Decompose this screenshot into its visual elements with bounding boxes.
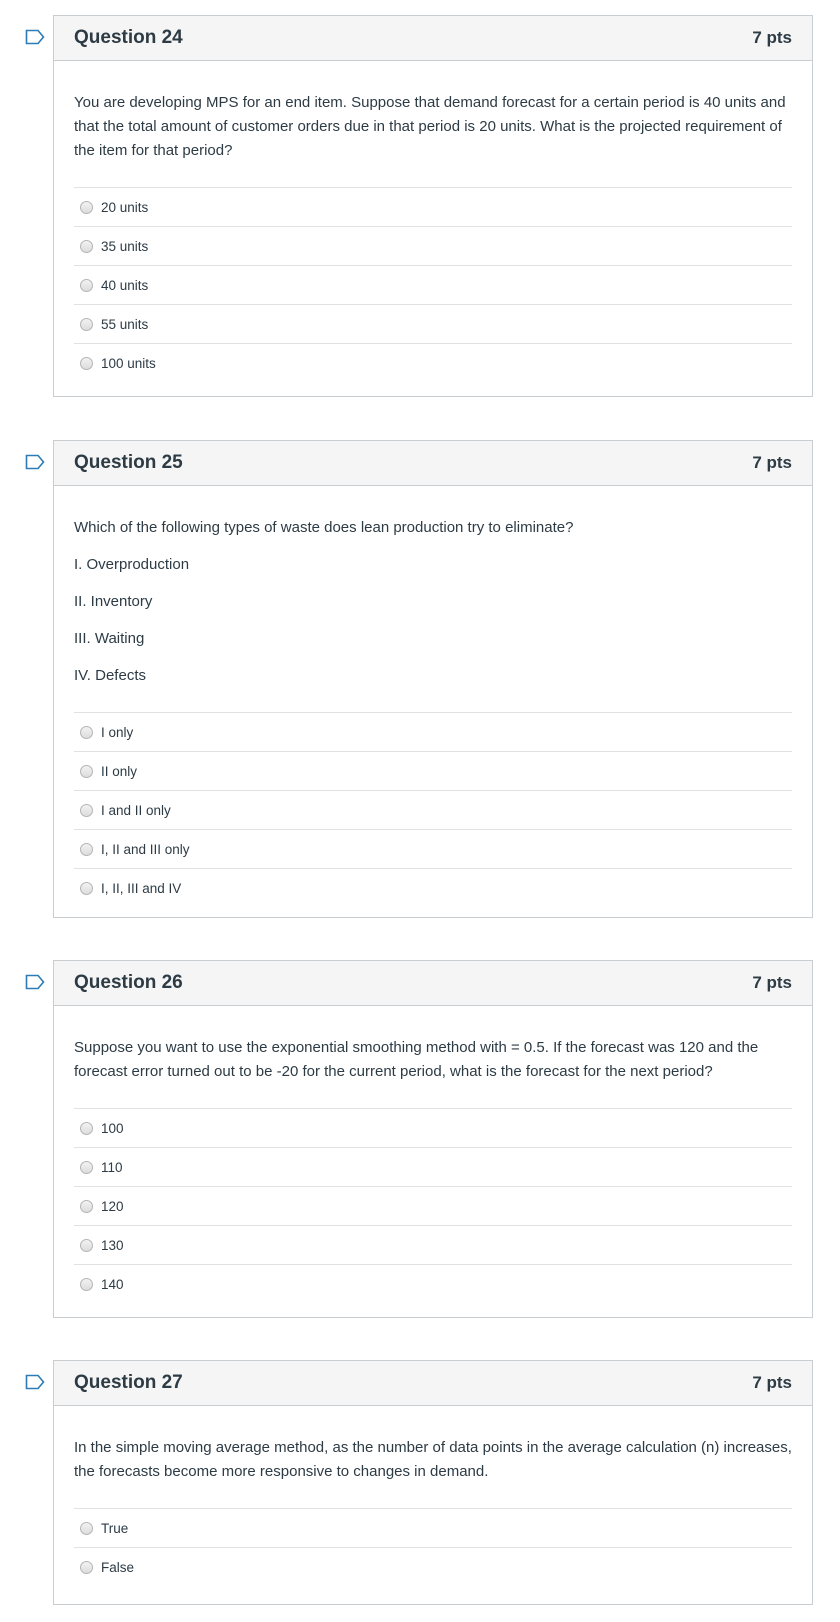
answer-option[interactable]: [74, 1187, 792, 1226]
answer-label: True: [101, 1520, 129, 1536]
question-points: 7 pts: [752, 28, 792, 47]
answer-option[interactable]: [74, 830, 792, 869]
answer-option[interactable]: [74, 344, 792, 382]
answer-option[interactable]: [74, 1265, 792, 1303]
radio-button[interactable]: [80, 1161, 93, 1174]
radio-button[interactable]: [80, 1561, 93, 1574]
question-points: 7 pts: [752, 973, 792, 992]
answer-label: 130: [101, 1237, 124, 1253]
radio-button[interactable]: [80, 1239, 93, 1252]
answer-list: [74, 1108, 792, 1303]
radio-button[interactable]: [80, 843, 93, 856]
answer-label: 40 units: [101, 277, 149, 293]
answer-label: 110: [101, 1159, 123, 1175]
question-title: Question 24: [74, 27, 183, 48]
question-27: [53, 1360, 813, 1605]
answer-label: II only: [101, 763, 138, 779]
answer-option[interactable]: [74, 752, 792, 791]
question-title: Question 25: [74, 452, 183, 473]
flag-question-icon[interactable]: [25, 1374, 45, 1390]
radio-button[interactable]: [80, 1522, 93, 1535]
question-line: IV. Defects: [74, 667, 146, 684]
flag-question-icon[interactable]: [25, 974, 45, 990]
question-header: [54, 1361, 812, 1406]
question-24: [53, 15, 813, 397]
radio-button[interactable]: [80, 1200, 93, 1213]
question-text: [74, 516, 792, 688]
answer-option[interactable]: [74, 227, 792, 266]
question-header: [54, 961, 812, 1006]
question-header: [54, 441, 812, 486]
question-title: Question 27: [74, 1372, 183, 1393]
answer-option[interactable]: [74, 266, 792, 305]
radio-button[interactable]: [80, 279, 93, 292]
answer-label: 120: [101, 1198, 124, 1214]
answer-option[interactable]: [74, 188, 792, 227]
question-26: [53, 960, 813, 1318]
answer-label: 35 units: [101, 238, 149, 254]
radio-button[interactable]: [80, 318, 93, 331]
answer-label: 100 units: [101, 355, 156, 371]
radio-button[interactable]: [80, 726, 93, 739]
question-line: II. Inventory: [74, 593, 153, 610]
radio-button[interactable]: [80, 357, 93, 370]
answer-option[interactable]: [74, 1148, 792, 1187]
answer-label: I only: [101, 724, 134, 740]
answer-label: 100: [101, 1120, 124, 1136]
answer-option[interactable]: [74, 305, 792, 344]
flag-question-icon[interactable]: [25, 454, 45, 470]
answer-label: False: [101, 1559, 135, 1575]
question-header: [54, 16, 812, 61]
question-title: Question 26: [74, 972, 183, 993]
answer-option[interactable]: [74, 1226, 792, 1265]
radio-button[interactable]: [80, 1122, 93, 1135]
answer-list: [74, 187, 792, 382]
flag-question-icon[interactable]: [25, 29, 45, 45]
answer-option[interactable]: [74, 791, 792, 830]
answer-label: 20 units: [101, 199, 149, 215]
answer-label: I and II only: [101, 802, 171, 818]
radio-button[interactable]: [80, 240, 93, 253]
answer-label: 140: [101, 1276, 124, 1292]
question-text: You are developing MPS for an end item. Suppose that demand forecast for a certain period is 40 units and that the total amount of customer orders due in that period is 20 units. What is the projected requirement of the item for that period?: [74, 94, 786, 159]
radio-button[interactable]: [80, 804, 93, 817]
question-points: 7 pts: [752, 1373, 792, 1392]
answer-label: I, II, III and IV: [101, 880, 182, 896]
answer-option[interactable]: [74, 1548, 792, 1586]
question-text: Suppose you want to use the exponential smoothing method with = 0.5. If the forecast was 120 and the forecast error turned out to be -20 for the current period, what is the forecast for the next period?: [74, 1039, 759, 1080]
question-line: III. Waiting: [74, 630, 145, 647]
question-line: I. Overproduction: [74, 556, 190, 573]
question-line: Which of the following types of waste does lean production try to eliminate?: [74, 519, 574, 536]
answer-list: [74, 1508, 792, 1586]
answer-label: 55 units: [101, 316, 149, 332]
question-text: In the simple moving average method, as the number of data points in the average calculation (n) increases, the forecasts become more responsive to changes in demand.: [74, 1439, 792, 1480]
radio-button[interactable]: [80, 882, 93, 895]
answer-label: I, II and III only: [101, 841, 190, 857]
question-25: [53, 440, 813, 918]
answer-option[interactable]: [74, 869, 792, 907]
answer-option[interactable]: [74, 1509, 792, 1548]
answer-list: [74, 712, 792, 907]
question-points: 7 pts: [752, 453, 792, 472]
radio-button[interactable]: [80, 1278, 93, 1291]
answer-option[interactable]: [74, 1109, 792, 1148]
radio-button[interactable]: [80, 765, 93, 778]
radio-button[interactable]: [80, 201, 93, 214]
answer-option[interactable]: [74, 713, 792, 752]
